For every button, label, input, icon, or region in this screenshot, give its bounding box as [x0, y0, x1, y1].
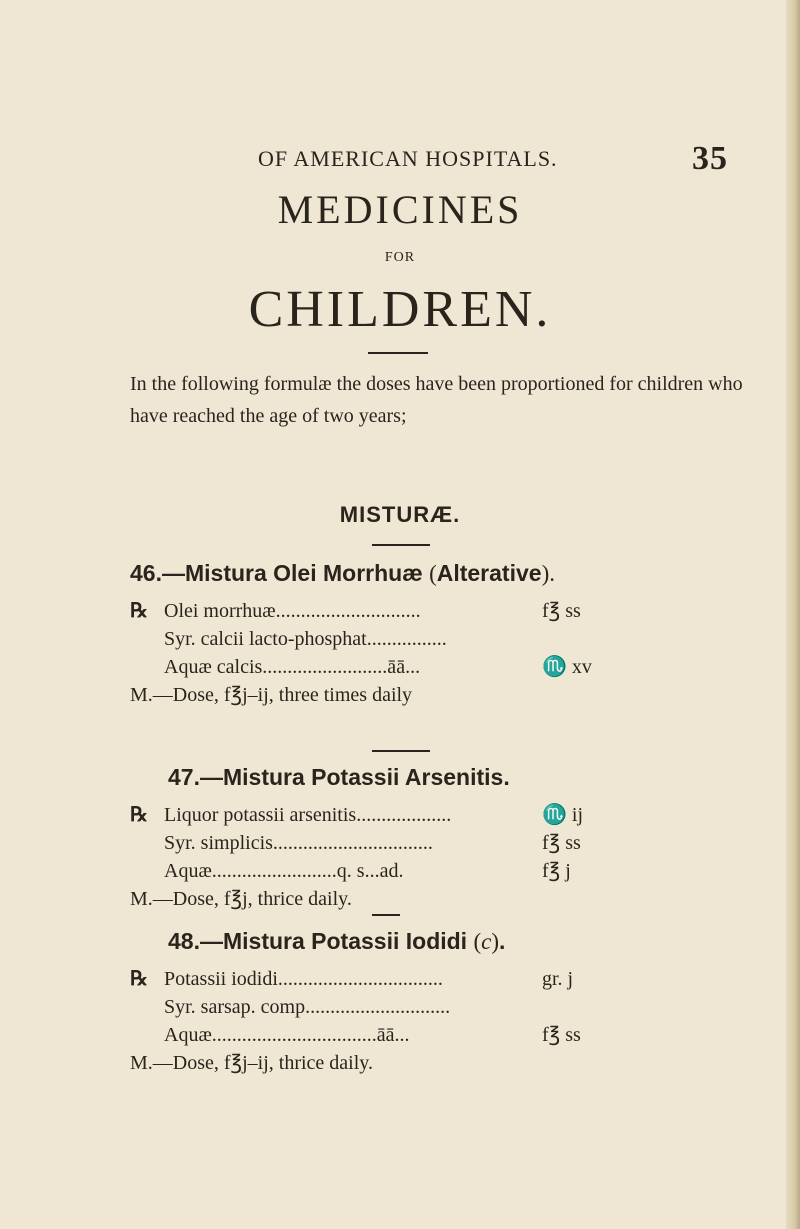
- recipe-title-note: Alterative: [436, 560, 542, 586]
- running-head: [258, 140, 728, 177]
- recipe-title-period: .: [499, 928, 506, 954]
- ingredient-line: [130, 965, 730, 993]
- ingredient-line: [130, 801, 730, 829]
- ingredient-name: Syr. simplicis................................: [164, 832, 433, 854]
- ingredient-line: [130, 625, 730, 653]
- section-heading: MISTURÆ.: [339, 502, 461, 527]
- recipe-title-paren-close: ): [491, 929, 500, 954]
- recipe-title: [130, 560, 730, 587]
- ingredient-quantity: f℥ ss: [542, 1024, 581, 1046]
- recipe-title-paren-close: ).: [541, 561, 555, 586]
- recipe-title-note: c: [481, 929, 492, 954]
- recipe-title: [130, 764, 730, 791]
- recipe-symbol: ℞: [130, 804, 148, 826]
- ingredient-name: Syr. calcii lacto-phosphat................: [164, 628, 447, 650]
- recipe-symbol: ℞: [130, 600, 148, 622]
- title-children: CHILDREN.: [248, 281, 552, 338]
- recipe-symbol: ℞: [130, 968, 148, 990]
- divider-rule: [372, 750, 430, 752]
- ingredient-name: Aquæ.................................āā...: [164, 1024, 410, 1046]
- ingredient-name: Aquæ calcis.........................āā...: [164, 656, 421, 678]
- ingredient-line: [130, 829, 730, 857]
- recipe-title-text: 48.—Mistura Potassii Iodidi: [168, 928, 474, 954]
- divider-rule: [372, 914, 400, 916]
- recipe-title: [130, 928, 730, 955]
- recipe-48: [130, 928, 730, 1077]
- ingredient-name: Liquor potassii arsenitis...................: [164, 804, 452, 826]
- recipe-title-paren-open: (: [473, 929, 482, 954]
- ingredient-name: Potassii iodidi.................................: [164, 968, 443, 990]
- ingredient-line: [130, 857, 730, 885]
- title-medicines: MEDICINES: [277, 187, 523, 232]
- divider-rule: [368, 352, 428, 354]
- page-edge: [786, 0, 800, 1229]
- dosage-direction: M.—Dose, f℥j–ij, three times daily: [130, 684, 413, 706]
- ingredient-name: Aquæ.........................q. s...ad.: [164, 860, 404, 882]
- ingredient-quantity: ♏ ij: [542, 804, 584, 826]
- dosage-direction: M.—Dose, f℥j, thrice daily.: [130, 888, 352, 910]
- ingredient-quantity: ♏ xv: [542, 656, 592, 678]
- ingredient-line: [130, 1021, 730, 1049]
- intro-paragraph: In the following formulæ the doses have been proportioned for children who have reached the age of two years;: [130, 373, 743, 427]
- recipe-46: [130, 560, 730, 709]
- divider-rule: [372, 544, 430, 546]
- recipe-title-text: 46.—Mistura Olei Morrhuæ: [130, 560, 430, 586]
- recipe-47: [130, 764, 730, 913]
- ingredient-quantity: f℥ ss: [542, 600, 581, 622]
- ingredient-line: [130, 597, 730, 625]
- page-number: 35: [692, 140, 728, 177]
- ingredient-quantity: gr. j: [542, 968, 574, 990]
- title-for: FOR: [384, 250, 416, 265]
- ingredient-line: [130, 653, 730, 681]
- running-head-text: OF AMERICAN HOSPITALS.: [258, 146, 558, 171]
- ingredient-line: [130, 993, 730, 1021]
- ingredient-quantity: f℥ ss: [542, 832, 581, 854]
- recipe-title-text: 47.—Mistura Potassii Arsenitis.: [168, 764, 510, 790]
- ingredient-name: Olei morrhuæ.............................: [164, 600, 421, 622]
- ingredient-name: Syr. sarsap. comp.............................: [164, 996, 451, 1018]
- recipe-title-paren-open: (: [429, 561, 437, 586]
- dosage-direction: M.—Dose, f℥j–ij, thrice daily.: [130, 1052, 373, 1074]
- ingredient-quantity: f℥ j: [542, 860, 571, 882]
